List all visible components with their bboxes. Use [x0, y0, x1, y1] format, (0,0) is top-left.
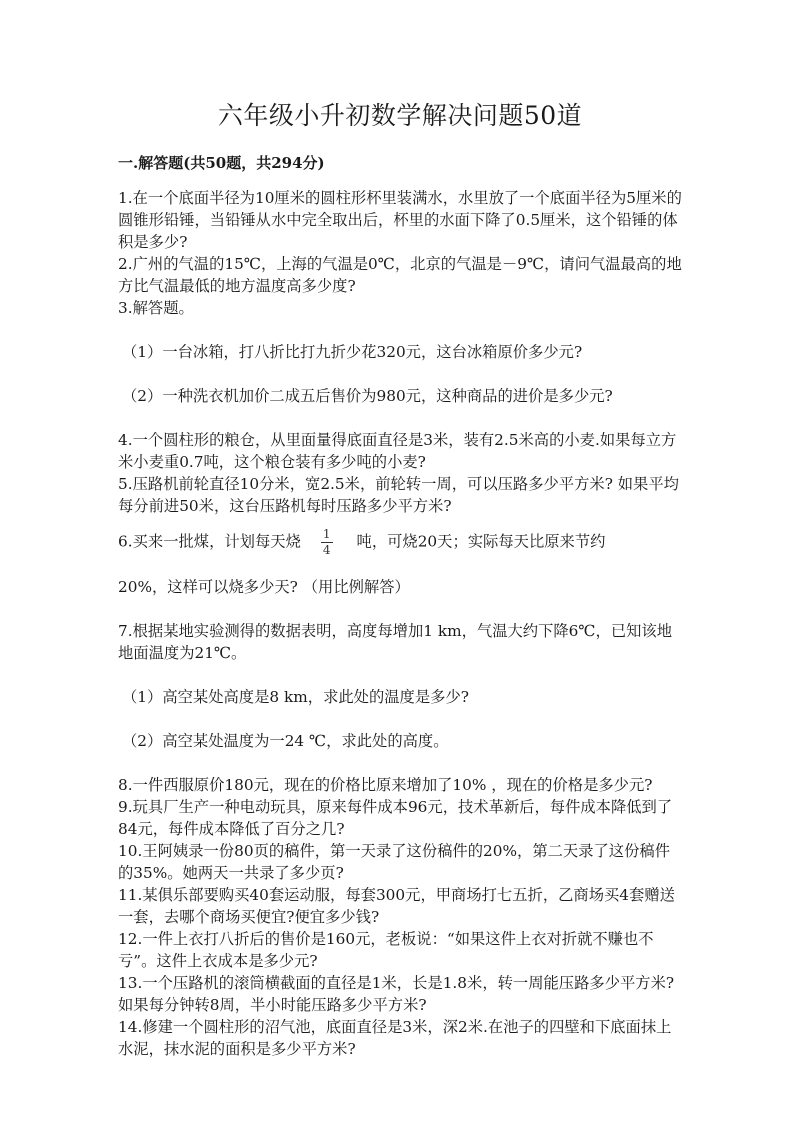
- question-12: 12.一件上衣打八折后的售价是160元，老板说：“如果这件上衣对折就不赚也不亏”。这件上衣成本是多少元?: [118, 930, 654, 970]
- question-7-part-2: （2）高空某处温度为一24 ℃，求此处的高度。: [122, 732, 449, 750]
- question-13: 13.一个压路机的滚筒横截面的直径是1米，长是1.8米，转一周能压路多少平方米?如果每分钟转8周，半小时能压路多少平方米?: [118, 974, 675, 1014]
- question-8: 8.一件西服原价180元，现在的价格比原来增加了10% ，现在的价格是多少元?: [118, 776, 653, 794]
- fraction-denominator: 4: [322, 543, 331, 557]
- question-5: 5.压路机前轮直径10分米，宽2.5米，前轮转一周，可以压路多少平方米? 如果平均每分前进50米，这台压路机每时压路多少平方米?: [118, 475, 679, 515]
- question-3: 3.解答题。: [118, 299, 194, 317]
- question-10: 10.王阿姨录一份80页的稿件，第一天录了这份稿件的20%，第二天录了这份稿件的35%。她两天一共录了多少页?: [118, 842, 670, 882]
- question-4: 4.一个圆柱形的粮仓，从里面量得底面直径是3米，装有2.5米高的小麦.如果每立方米小麦重0.7吨，这个粮仓装有多少吨的小麦?: [118, 431, 677, 471]
- question-list: [118, 187, 684, 1060]
- question-6-text-a: 6.买来一批煤，计划每天烧: [118, 532, 301, 551]
- question-14: 14.修建一个圆柱形的沼气池，底面直径是3米，深2米.在池子的四壁和下底面抹上水泥，抹水泥的面积是多少平方米?: [118, 1018, 672, 1058]
- question-3-part-2: （2）一种洗衣机加价二成五后售价为980元，这种商品的进价是多少元?: [122, 387, 613, 405]
- section-heading: 一.解答题(共50题，共294分): [118, 154, 325, 172]
- question-6-text-c: 20%，这样可以烧多少天? （用比例解答）: [118, 578, 410, 596]
- question-9: 9.玩具厂生产一种电动玩具，原来每件成本96元，技术革新后，每件成本降低到了84元，每件成本降低了百分之几?: [118, 798, 673, 838]
- question-7-part-1: （1）高空某处高度是8 km，求此处的温度是多少?: [122, 688, 469, 706]
- question-6: [118, 527, 684, 558]
- page-title: 六年级小升初数学解决问题50道: [217, 101, 583, 130]
- question-3-part-1: （1）一台冰箱，打八折比打九折少花320元，这台冰箱原价多少元?: [122, 343, 583, 361]
- fraction: [321, 527, 333, 558]
- question-1: 1.在一个底面半径为10厘米的圆柱形杯里装满水，水里放了一个底面半径为5厘米的圆锥形铅锤，当铅锤从水中完全取出后，杯里的水面下降了0.5厘米，这个铅锤的体积是多少?: [118, 189, 682, 251]
- fraction-numerator: 1: [322, 527, 331, 541]
- question-11: 11.某俱乐部要购买40套运动服，每套300元，甲商场打七五折，乙商场买4套赠送一套，去哪个商场买便宜?便宜多少钱?: [118, 886, 675, 926]
- question-2: 2.广州的气温的15℃，上海的气温是0℃，北京的气温是－9℃，请问气温最高的地方比气温最低的地方温度高多少度?: [118, 255, 682, 295]
- question-7: 7.根据某地实验测得的数据表明，高度每增加1 km，气温大约下降6℃，已知该地地面温度为21℃。: [118, 622, 673, 662]
- question-6-text-b: 吨，可烧20天；实际每天比原来节约: [356, 532, 606, 551]
